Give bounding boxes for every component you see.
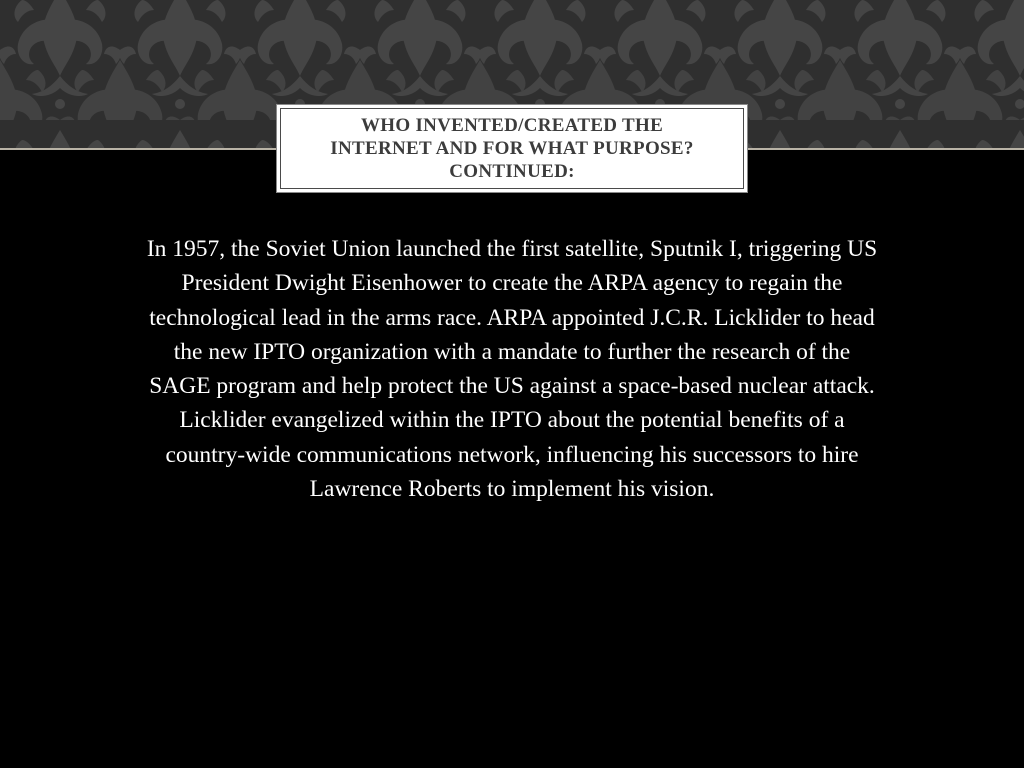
slide-title-line-2: INTERNET AND FOR WHAT PURPOSE? [330,138,694,159]
body-line: the new IPTO organization with a mandate to further the research of the [173,338,851,365]
slide-title-line-1: WHO INVENTED/CREATED THE [360,115,664,136]
body-line: SAGE program and help protect the US against a space-based nuclear attack. [149,373,875,400]
body-line: In 1957, the Soviet Union launched the first satellite, Sputnik I, triggering US [146,236,878,262]
slide-body-text [52,232,972,506]
body-line: Licklider evangelized within the IPTO about the potential benefits of a [179,407,845,434]
body-line: Lawrence Roberts to implement his vision. [309,476,715,503]
slide-title-line-3: CONTINUED: [449,161,575,182]
body-line: technological lead in the arms race. ARPA appointed J.C.R. Licklider to head [149,304,875,331]
body-line: country-wide communications network, influencing his successors to hire [165,441,859,468]
body-line: President Dwight Eisenhower to create the ARPA agency to regain the [181,270,843,297]
title-frame [280,108,744,189]
title-box [276,104,748,193]
